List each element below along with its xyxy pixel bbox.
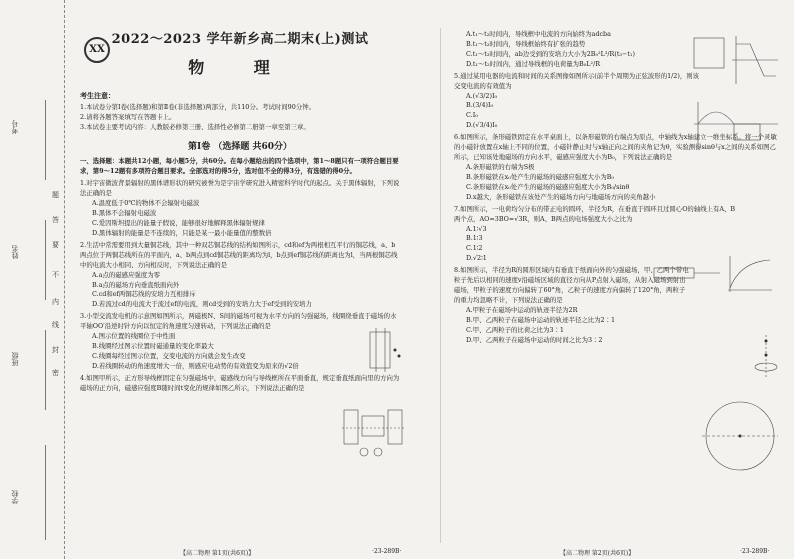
q7-option: D.√2∶1 [466, 254, 487, 263]
q2-wire-figure [366, 326, 404, 374]
seal-char: 要 [52, 241, 59, 249]
notice-item: 3.本试卷主要考试内容：人教版必修第三册、选择性必修第二册第一章至第三章。 [80, 122, 310, 131]
footer-right: 【高二物理 第2页(共6页)】 [560, 550, 635, 557]
q2-option: D.若流过cd的电流大于流过ef的电流，则cd受到的安培力大于ef受到的安培力 [92, 300, 312, 309]
q1-option: C.爱因斯坦提出的能量子假说，能够很好地解释黑体辐射规律 [92, 219, 265, 228]
q4-option: B.t₁～t₂时间内，导线框始终有扩张的趋势 [466, 39, 586, 48]
q3-option: B.线圈经过图示位置时磁通量的变化率最大 [92, 342, 214, 351]
q1-option: D.黑体辐射的能量是不连续的，只能是某一最小能量值的整数倍 [92, 228, 272, 237]
q6-option: C.条形磁铁在x₀处产生的磁场的磁感应强度大小为B₀/sinθ [466, 182, 630, 191]
school-label: 学校 [11, 490, 19, 504]
footer-left-code: ·23-289B· [372, 548, 402, 555]
q8-option: A.甲粒子在磁场中运动的轨迹半径为2R [466, 305, 578, 314]
seal-char: 内 [52, 298, 59, 306]
q3-generator-figure [340, 400, 406, 464]
q4-frame-figure [690, 32, 780, 92]
seal-char: 题 [52, 191, 59, 199]
question-5: 5.通过某用电器的电流和时间的关系图像如图所示(前半个周期为正弦波形的1/2)，则该交变电流的有效值为 [454, 71, 700, 90]
q5-option: C.I₀ [466, 111, 478, 120]
class-label: 班级 [11, 352, 19, 366]
subject-title: 物 理 [188, 58, 292, 78]
q1-option: A.温度低于0℃的物体不会辐射电磁波 [92, 199, 200, 208]
q3-option: A.图示位置的线圈位于中性面 [92, 332, 176, 341]
exam-title: 2022～2023 学年新乡高二期末(上)测试 [111, 32, 369, 47]
question-3: 3.小型交流发电机的示意图如图所示，两磁极N、S间的磁场可视为水平方向的匀强磁场，线圈绕垂直于磁场的水平轴OO′沿逆时针方向以恒定的角速度匀速转动，下列说法正确的是 [80, 312, 397, 331]
class-line [45, 330, 46, 410]
q7-option: A.1∶√3 [466, 224, 487, 233]
q5-option: D.(√3/4)I₀ [466, 121, 498, 130]
q3-option: D.若线圈转动的角速度增大一倍，则感应电动势的有效值变为原来的√2倍 [92, 361, 299, 370]
q6-option: A.条形磁铁的右端为S极 [466, 162, 535, 171]
binding-strip [0, 0, 65, 559]
exam-no-line [45, 100, 46, 180]
seal-char: 封 [52, 346, 59, 354]
notice-item: 2.请将各题答案填写在答题卡上。 [80, 112, 176, 121]
q2-option: B.a点的磁场方向垂直纸面向外 [92, 280, 180, 289]
section-title: 第Ⅰ卷 （选择题 共60分） [187, 141, 292, 152]
question-2: 2.生活中常需要用到大量铜芯线，其中一种双芯铜芯线的结构如图所示，cd和ef为两根相互平行的铜芯线，a、b两点位于两铜芯线所在的平面内，a、b两点到cd铜芯线的距离均为l，b点到ef铜芯线的距离也为l，当两根铜芯线中的电流大小相同、方向相反时，下列说法正确的是 [80, 240, 398, 269]
q8-field-figure [700, 396, 780, 476]
q6-option: B.条形磁铁在x₀处产生的磁场的磁感应强度大小为B₀ [466, 172, 614, 181]
footer-left: 【高二物理 第1页(共6页)】 [180, 550, 255, 557]
footer-right-code: ·23-289B· [740, 548, 770, 555]
section-intro: 一、选择题：本题共12小题，每小题5分，共60分。在每小题给出的四个选项中，第1～8题只有一项符合题目要求，第9～12题有多项符合题目要求。全部选对的得5分，选对但不全的得3分，有选错的得0分。 [80, 157, 399, 176]
q8-option: D.甲、乙两粒子在磁场中运动的时间之比为3∶2 [466, 335, 603, 344]
notice-item: 1.本试卷分第Ⅰ卷(选择题)和第Ⅱ卷(非选择题)两部分，共110分。考试时间90分钟。 [80, 102, 315, 111]
question-7: 7.如图所示，一电荷均匀分布的带正电的圆环，半径为R，在垂直于圆环且过圆心O的轴线上有A、B两个点，AO=3BO=√3R，则A、B两点的电场强度大小之比为 [454, 204, 736, 223]
name-line [45, 220, 46, 300]
school-logo: XX [84, 37, 110, 63]
q6-magnet-figure [650, 252, 775, 298]
q5-option: B.(3/4)I₀ [466, 101, 494, 110]
q8-option: B.甲、乙两粒子在磁场中运动的轨迹半径之比为2∶1 [466, 315, 616, 324]
school-line [45, 445, 46, 540]
q6-option: D.x越大，条形磁铁在该处产生的磁场方向与地磁场方向的夹角越小 [466, 192, 656, 201]
name-label: 姓名 [11, 245, 19, 259]
q3-option: C.线圈每经过图示位置，交变电流的方向就会发生改变 [92, 352, 246, 360]
notice-heading: 考生注意： [80, 90, 115, 100]
q2-option: C.cd和ef两铜芯线的安培力互相排斥 [92, 290, 196, 299]
q5-option: A.(√3/2)I₀ [466, 91, 498, 100]
exam-no-label: 考号 [11, 120, 19, 134]
q2-option: A.a点的磁感应强度为零 [92, 270, 160, 279]
column-divider [440, 28, 441, 543]
q8-option: C.甲、乙两粒子的比荷之比为3∶1 [466, 325, 564, 334]
q4-option: A.t₁～t₂时间内，导线框中电流的方向始终为adcba [466, 30, 611, 38]
q4-option: D.t₁～t₂时间内，通过导线框的电荷量为B₀L²/R [466, 59, 601, 68]
question-8: 8.如图所示，半径为R的圆形区域内有垂直于纸面向外的匀强磁场，甲、乙两个带电粒子先后以相同的速度v沿磁场区域的直径方向从P点射入磁场，从射入磁场到射出磁场，甲粒子的速度方向偏转了60°角，乙粒子的速度方向偏转了120°角，两粒子的重力均忽略不计，下列说法正确的是 [454, 266, 689, 304]
q7-ring-figure [752, 333, 780, 379]
seal-char: 线 [52, 321, 59, 329]
q1-option: B.黑体不会辐射电磁波 [92, 209, 157, 218]
question-4: 4.如图甲所示，正方形导线框固定在匀强磁场中，磁感线方向与导线框所在平面垂直，规定垂直纸面向里的方向为磁场的正方向，磁感应强度B随时间t变化的规律如图乙所示，下列说法正确的是 [80, 373, 400, 392]
question-6: 6.如图所示，条形磁铁固定在水平桌面上，以条形磁铁的右端点为原点，中轴线为x轴建立一维坐标系。将一个灵敏的小磁针放置在x轴上不同的位置，小磁针静止时与x轴正向之间的夹角记为θ，实验测得sinθ与x之间的关系如图乙所示，已知该处地磁场的方向水平，磁感应强度大小为B₀，下列说法正确的是 [454, 133, 777, 162]
left-column [80, 30, 400, 394]
seal-char: 答 [52, 216, 59, 224]
q4-option: C.t₁～t₃时间内，ab边受到的安培力大小为2B₀²L³/R(t₃−t₁) [466, 49, 635, 58]
question-1: 1.对宇宙微波背景辐射的黑体谱形状的研究被誉为是宇宙学研究进入精密科学时代的起点。关于黑体辐射，下列说法正确的是 [80, 179, 400, 198]
seal-char: 密 [52, 369, 59, 377]
seal-char: 不 [52, 271, 59, 279]
q7-option: C.1∶2 [466, 244, 483, 253]
q7-option: B.1∶3 [466, 234, 483, 243]
q5-current-figure [690, 98, 780, 154]
